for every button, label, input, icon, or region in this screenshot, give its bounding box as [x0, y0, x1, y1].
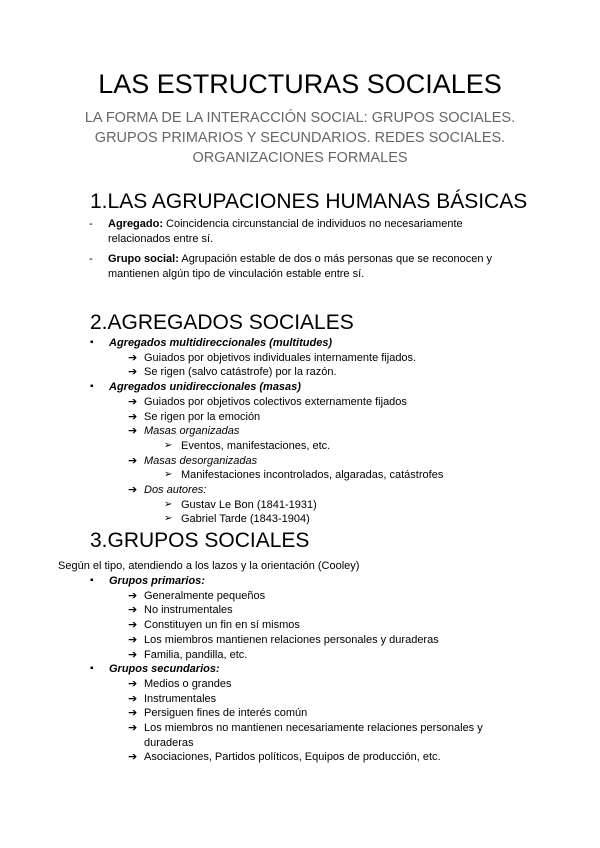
arrow-bullet-icon: ➔ [128, 604, 138, 617]
triangle-bullet-icon: ➢ [164, 439, 173, 451]
list-item [128, 677, 509, 692]
item-term: Grupo social: [108, 253, 179, 266]
triangle-bullet-icon: ➢ [164, 498, 173, 510]
list-item [128, 633, 509, 648]
dash-bullet-icon: - [89, 218, 93, 230]
list-item [128, 721, 509, 736]
list-item [128, 589, 509, 604]
list-item [90, 336, 509, 351]
list-item [90, 662, 509, 677]
list-item [128, 750, 509, 765]
list-item [128, 395, 509, 410]
section-3-intro: Según el tipo, atendiendo a los lazos y la orientación (Cooley) [58, 560, 360, 572]
section-1-list [89, 217, 528, 282]
dos-autores-label: Dos autores: [144, 484, 207, 497]
square-bullet-icon: ▪ [90, 575, 94, 586]
item-text: Gabriel Tarde (1843-1904) [181, 513, 310, 526]
item-text: Instrumentales [144, 692, 217, 705]
list-item [128, 483, 509, 498]
section-2-list [90, 336, 509, 527]
section-3-heading: 3.GRUPOS SOCIALES [90, 529, 310, 552]
arrow-bullet-icon: ➔ [128, 425, 138, 438]
arrow-bullet-icon: ➔ [128, 648, 138, 661]
grupos-primarios-label: Grupos primarios: [109, 575, 205, 587]
list-item [128, 603, 509, 618]
masas-organizadas-label: Masas organizadas [144, 425, 240, 438]
item-text: Los miembros no mantienen necesariamente relaciones personales y [144, 722, 483, 735]
item-text: Familia, pandilla, etc. [144, 648, 248, 661]
item-text: Gustav Le Bon (1841-1931) [181, 498, 317, 511]
item-text: Agrupación estable de dos o más personas que se reconocen y [178, 253, 492, 266]
item-text: Persiguen fines de interés común [144, 707, 308, 720]
list-item [89, 217, 528, 232]
arrow-bullet-icon: ➔ [128, 410, 138, 423]
list-item [164, 512, 509, 527]
list-item [164, 439, 509, 454]
list-item [128, 618, 509, 633]
arrow-bullet-icon: ➔ [128, 677, 138, 690]
list-item [128, 365, 509, 380]
triangle-bullet-icon: ➢ [164, 513, 173, 525]
item-text: Constituyen un fin en sí mismos [144, 619, 300, 632]
list-item [128, 648, 509, 663]
item-text: Los miembros mantienen relaciones personales y duraderas [144, 633, 439, 646]
item-text: No instrumentales [144, 604, 233, 617]
triangle-bullet-icon: ➢ [164, 469, 173, 481]
list-item [128, 424, 509, 439]
multidireccionales-label: Agregados multidireccionales (multitudes) [109, 337, 333, 349]
arrow-bullet-icon: ➔ [128, 619, 138, 632]
item-text-continued: relacionados entre sí. [108, 232, 214, 245]
list-item [89, 252, 528, 267]
list-item [90, 574, 509, 589]
section-1-heading: 1.LAS AGRUPACIONES HUMANAS BÁSICAS [90, 190, 528, 213]
item-term: Agregado: [108, 218, 163, 230]
square-bullet-icon: ▪ [90, 337, 94, 348]
item-text-continued: duraderas [144, 736, 194, 749]
arrow-bullet-icon: ➔ [128, 722, 138, 735]
item-text-continued: mantienen algún tipo de vinculación estable entre sí. [108, 268, 365, 281]
arrow-bullet-icon: ➔ [128, 395, 138, 408]
page-title: LAS ESTRUCTURAS SOCIALES [98, 69, 502, 99]
item-text: Eventos, manifestaciones, etc. [181, 439, 331, 452]
square-bullet-icon: ▪ [90, 663, 94, 675]
item-text: Guiados por objetivos individuales internamente fijados. [144, 351, 417, 364]
arrow-bullet-icon: ➔ [128, 707, 138, 720]
subtitle-line: GRUPOS PRIMARIOS Y SECUNDARIOS. REDES SOCIALES. [94, 130, 506, 146]
arrow-bullet-icon: ➔ [128, 484, 138, 497]
item-text: Medios o grandes [144, 677, 232, 690]
list-item [90, 380, 509, 395]
arrow-bullet-icon: ➔ [128, 589, 138, 602]
section-2-heading: 2.AGREGADOS SOCIALES [90, 311, 354, 334]
subtitle-line: ORGANIZACIONES FORMALES [192, 150, 408, 166]
masas-desorganizadas-label: Masas desorganizadas [144, 454, 258, 467]
list-item [128, 706, 509, 721]
subtitle-line: LA FORMA DE LA INTERACCIÓN SOCIAL: GRUPOS SOCIALES. [84, 110, 516, 126]
list-item [164, 498, 509, 513]
list-item [164, 468, 509, 483]
page-subtitle [60, 108, 540, 168]
square-bullet-icon: ▪ [90, 381, 94, 393]
section-3-list [90, 574, 509, 765]
list-item [128, 351, 509, 366]
arrow-bullet-icon: ➔ [128, 454, 138, 467]
item-text: Manifestaciones incontrolados, algaradas, catástrofes [181, 469, 444, 482]
grupos-secundarios-label: Grupos secundarios: [109, 663, 220, 676]
item-text: Asociaciones, Partidos políticos, Equipos de producción, etc. [144, 751, 441, 764]
arrow-bullet-icon: ➔ [128, 366, 138, 379]
list-item [128, 692, 509, 707]
item-text: Coincidencia circunstancial de individuos no necesariamente [163, 218, 463, 230]
list-item [128, 410, 509, 425]
list-item [128, 454, 509, 469]
arrow-bullet-icon: ➔ [128, 633, 138, 646]
arrow-bullet-icon: ➔ [128, 351, 138, 364]
item-text: Guiados por objetivos colectivos externamente fijados [144, 395, 407, 408]
item-text: Se rigen por la emoción [144, 410, 261, 423]
unidireccionales-label: Agregados unidireccionales (masas) [109, 381, 301, 394]
arrow-bullet-icon: ➔ [128, 751, 138, 764]
item-text: Se rigen (salvo catástrofe) por la razón. [144, 366, 337, 379]
arrow-bullet-icon: ➔ [128, 692, 138, 705]
dash-bullet-icon: - [89, 253, 93, 266]
item-text: Generalmente pequeños [144, 589, 266, 602]
